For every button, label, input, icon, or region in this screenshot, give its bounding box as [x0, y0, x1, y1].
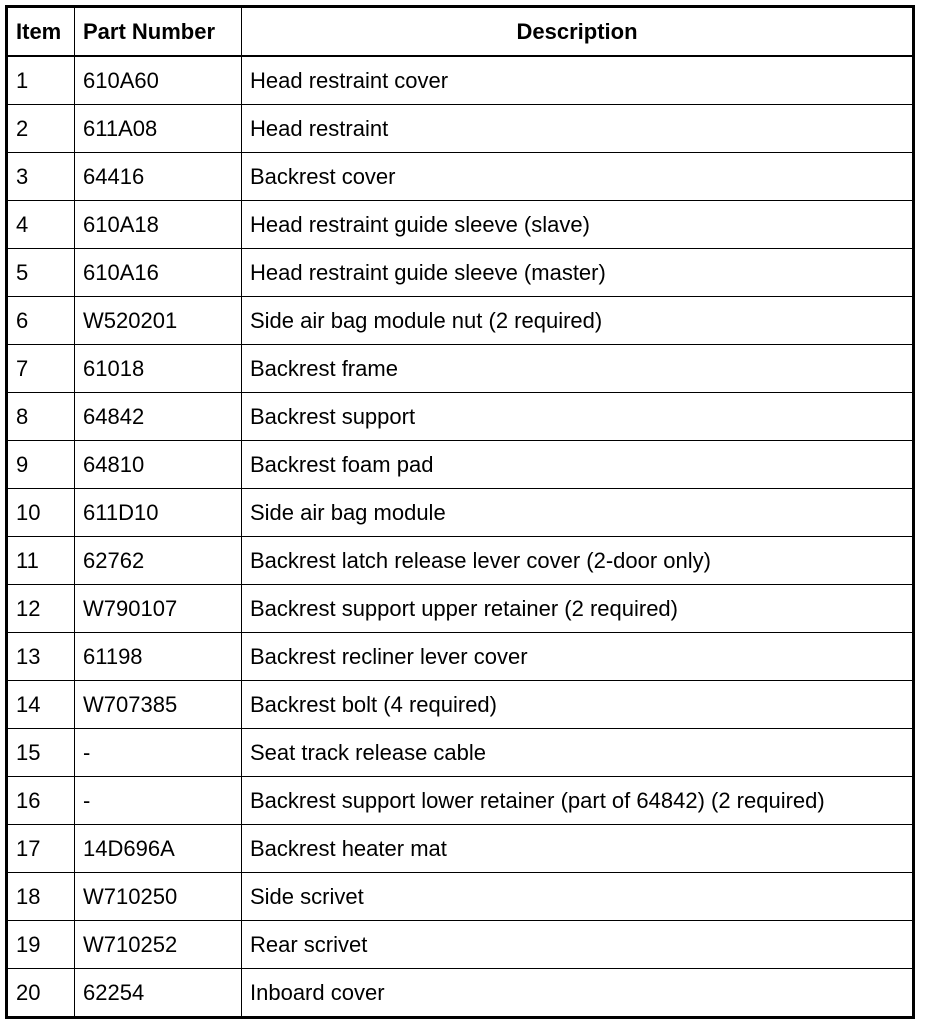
table-row — [7, 825, 914, 873]
cell-item: 14 — [7, 681, 75, 729]
cell-item: 19 — [7, 921, 75, 969]
cell-description: Rear scrivet — [242, 921, 914, 969]
table-row — [7, 201, 914, 249]
cell-description: Head restraint guide sleeve (master) — [242, 249, 914, 297]
table-row — [7, 681, 914, 729]
cell-part-number: W710252 — [75, 921, 242, 969]
table-row — [7, 441, 914, 489]
cell-part-number: W790107 — [75, 585, 242, 633]
table-row — [7, 969, 914, 1018]
cell-part-number: 611A08 — [75, 105, 242, 153]
cell-item: 10 — [7, 489, 75, 537]
header-item: Item — [7, 7, 75, 57]
cell-item: 5 — [7, 249, 75, 297]
table-row — [7, 921, 914, 969]
cell-description: Backrest heater mat — [242, 825, 914, 873]
table-row — [7, 729, 914, 777]
cell-part-number: 64842 — [75, 393, 242, 441]
cell-description: Side air bag module nut (2 required) — [242, 297, 914, 345]
cell-description: Head restraint guide sleeve (slave) — [242, 201, 914, 249]
cell-item: 4 — [7, 201, 75, 249]
cell-item: 6 — [7, 297, 75, 345]
table-row — [7, 345, 914, 393]
cell-description: Side scrivet — [242, 873, 914, 921]
header-row — [7, 7, 914, 57]
cell-part-number: 64810 — [75, 441, 242, 489]
cell-part-number: W707385 — [75, 681, 242, 729]
cell-part-number: 610A16 — [75, 249, 242, 297]
cell-part-number: 610A60 — [75, 56, 242, 105]
table-row — [7, 105, 914, 153]
table-row — [7, 537, 914, 585]
cell-part-number: 61198 — [75, 633, 242, 681]
cell-description: Backrest cover — [242, 153, 914, 201]
cell-description: Backrest recliner lever cover — [242, 633, 914, 681]
cell-description: Head restraint cover — [242, 56, 914, 105]
cell-item: 2 — [7, 105, 75, 153]
table-row — [7, 297, 914, 345]
table-body — [7, 56, 914, 1018]
cell-part-number: 14D696A — [75, 825, 242, 873]
cell-description: Side air bag module — [242, 489, 914, 537]
header-part-number: Part Number — [75, 7, 242, 57]
table-row — [7, 393, 914, 441]
table-row — [7, 777, 914, 825]
cell-item: 17 — [7, 825, 75, 873]
cell-description: Backrest frame — [242, 345, 914, 393]
cell-item: 3 — [7, 153, 75, 201]
parts-table — [5, 5, 915, 1019]
header-description: Description — [242, 7, 914, 57]
cell-part-number: 62254 — [75, 969, 242, 1018]
table-row — [7, 873, 914, 921]
cell-part-number: - — [75, 777, 242, 825]
cell-item: 11 — [7, 537, 75, 585]
cell-description: Head restraint — [242, 105, 914, 153]
cell-item: 20 — [7, 969, 75, 1018]
table-row — [7, 585, 914, 633]
cell-item: 1 — [7, 56, 75, 105]
table-row — [7, 249, 914, 297]
cell-item: 15 — [7, 729, 75, 777]
cell-description: Seat track release cable — [242, 729, 914, 777]
cell-item: 16 — [7, 777, 75, 825]
cell-description: Inboard cover — [242, 969, 914, 1018]
cell-item: 8 — [7, 393, 75, 441]
cell-item: 7 — [7, 345, 75, 393]
cell-description: Backrest bolt (4 required) — [242, 681, 914, 729]
cell-part-number: W520201 — [75, 297, 242, 345]
cell-item: 9 — [7, 441, 75, 489]
cell-part-number: 610A18 — [75, 201, 242, 249]
cell-part-number: - — [75, 729, 242, 777]
cell-part-number: 64416 — [75, 153, 242, 201]
table-row — [7, 153, 914, 201]
cell-item: 12 — [7, 585, 75, 633]
cell-description: Backrest support — [242, 393, 914, 441]
cell-part-number: 61018 — [75, 345, 242, 393]
table-row — [7, 56, 914, 105]
cell-item: 18 — [7, 873, 75, 921]
cell-description: Backrest latch release lever cover (2-door only) — [242, 537, 914, 585]
table-row — [7, 489, 914, 537]
cell-part-number: W710250 — [75, 873, 242, 921]
cell-part-number: 611D10 — [75, 489, 242, 537]
cell-part-number: 62762 — [75, 537, 242, 585]
table-row — [7, 633, 914, 681]
table-header — [7, 7, 914, 57]
cell-description: Backrest foam pad — [242, 441, 914, 489]
cell-item: 13 — [7, 633, 75, 681]
cell-description: Backrest support lower retainer (part of 64842) (2 required) — [242, 777, 914, 825]
cell-description: Backrest support upper retainer (2 required) — [242, 585, 914, 633]
